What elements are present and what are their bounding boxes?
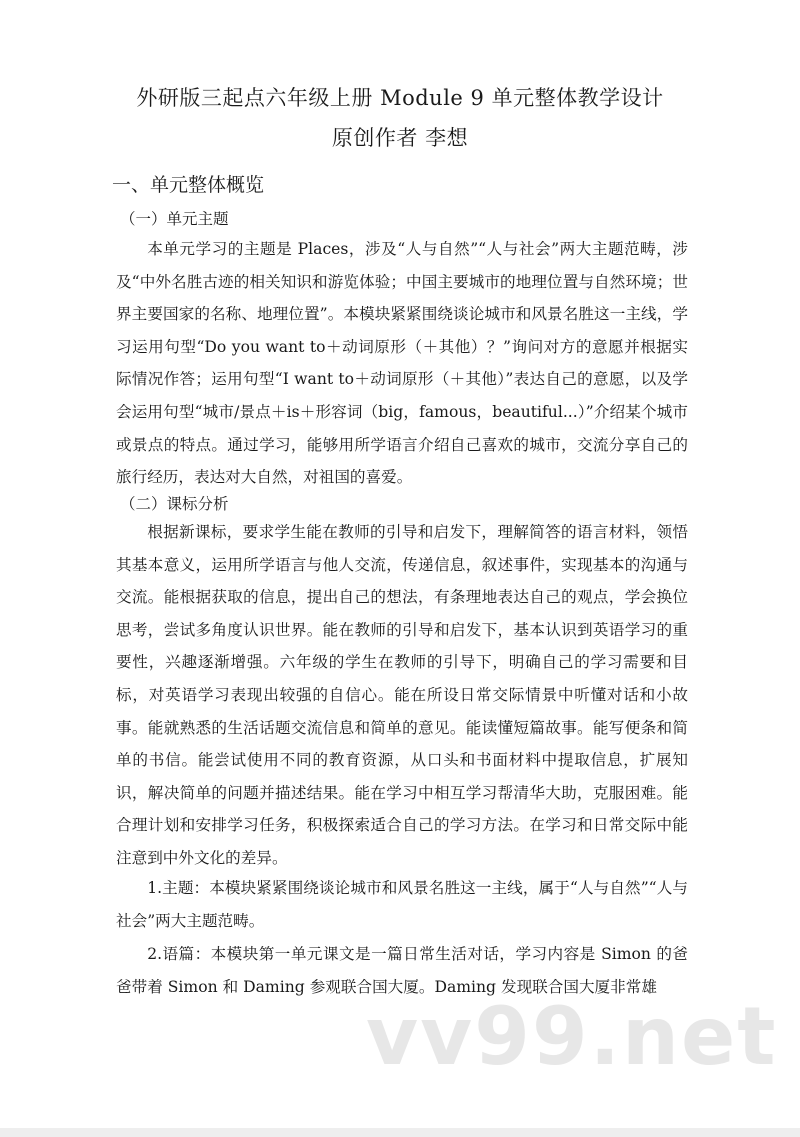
section-heading-overview: 一、单元整体概览 bbox=[112, 174, 265, 196]
watermark: vv99.net bbox=[366, 990, 778, 1083]
page-bottom-edge bbox=[0, 1128, 800, 1137]
document-title: 外研版三起点六年级上册 Module 9 单元整体教学设计 bbox=[136, 86, 664, 110]
paragraph-text: 2.语篇：本模块第一单元课文是一篇日常生活对话，学习内容是 Simon 的爸爸带着 Simon 和 Daming 参观联合国大厦。Daming 发现联合国大厦非常雄 bbox=[116, 945, 688, 996]
subsection-heading-theme: （一）单元主题 bbox=[120, 210, 229, 228]
subsection-heading-curriculum: （二）课标分析 bbox=[120, 495, 229, 513]
author-line: 原创作者 李想 bbox=[331, 126, 469, 150]
paragraph-topic: 1.主题：本模块紧紧围绕谈论城市和风景名胜这一主线，属于“人与自然”“人与社会”两大主题范畴。 bbox=[116, 879, 688, 930]
paragraph-curriculum: 根据新课标，要求学生能在教师的引导和启发下，理解简答的语言材料，领悟其基本意义，运用所学语言与他人交流，传递信息，叙述事件，实现基本的沟通与交流。能根据获取的信息，提出自己的想法，有条理地表达自己的观点，学会换位思考，尝试多角度认识世界。能在教师的引导和启发下，基本认识到英语学习的重要性，兴趣逐渐增强。六年级的学生在教师的引导下，明确自己的学习需要和目标，对英语学习表现出较强的自信心。能在所设日常交际情景中听懂对话和小故事。能就熟悉的生活话题交流信息和简单的意见。能读懂短篇故事。能写便条和简单的书信。能尝试使用不同的教育资源，从口头和书面材料中提取信息，扩展知识，解决简单的问题并描述结果。能在学习中相互学习帮清华大助，克服困难。能合理计划和安排学习任务，积极探索适合自己的学习方法。在学习和日常交际中能注意到中外文化的差异。 bbox=[116, 523, 688, 867]
paragraph-theme: 本单元学习的主题是 Places，涉及“人与自然”“人与社会”两大主题范畴，涉及“中外名胜古迹的相关知识和游览体验；中国主要城市的地理位置与自然环境；世界主要国家的名称、地理位置”。本模块紧紧围绕谈论城市和风景名胜这一主线，学习运用句型“Do you want to＋动词原形（＋其他）？”询问对方的意愿并根据实际情况作答；运用句型“I want to＋动词原形（＋其他）”表达自己的意愿，以及学会运用句型“城市/景点＋is＋形容词（big，famous，beautiful...）”介绍某个城市或景点的特点。通过学习，能够用所学语言介绍自己喜欢的城市，交流分享自己的旅行经历，表达对大自然，对祖国的喜爱。 bbox=[116, 240, 688, 487]
